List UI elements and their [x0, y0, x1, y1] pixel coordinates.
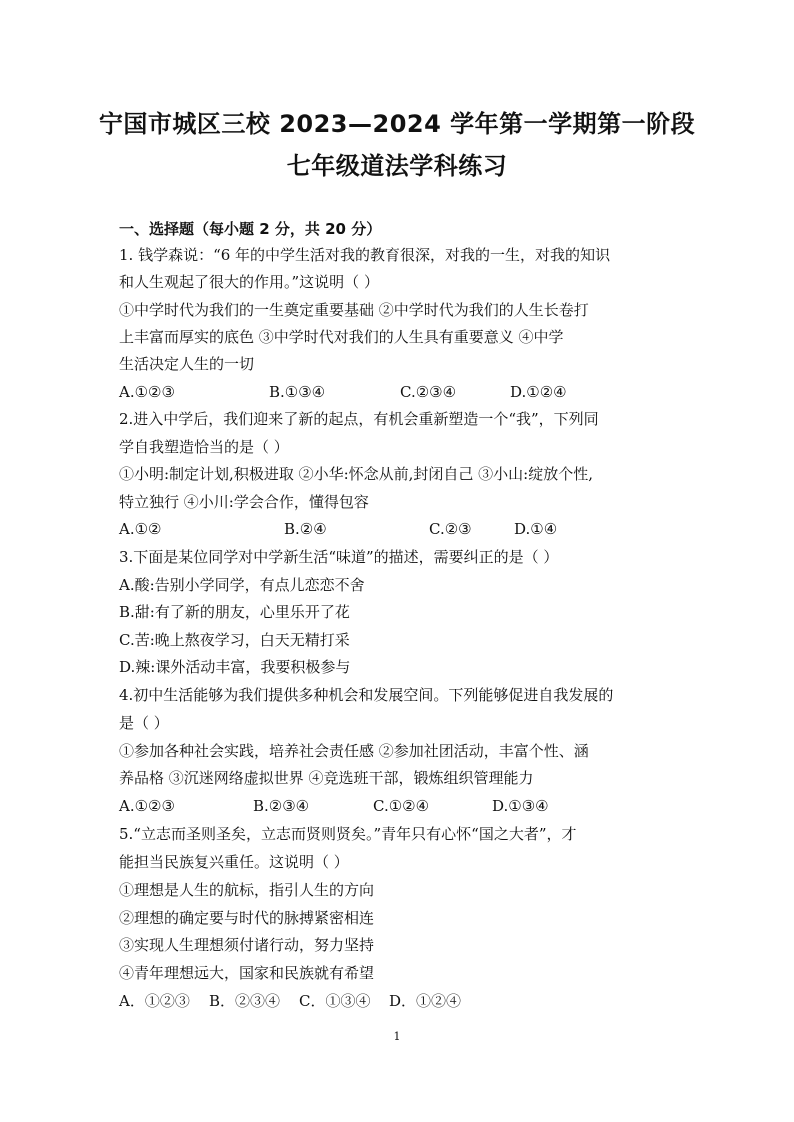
section-heading: 一、选择题（每小题 2 分，共 20 分）	[119, 220, 382, 238]
q3-option-a: A.酸:告别小学同学，有点儿恋恋不舍	[119, 576, 365, 594]
q5-stem-line-1: 5.“立志而圣则圣矣，立志而贤则贤矣。”青年只有心怀“国之大者”，才	[119, 825, 577, 843]
q2-statement-line-2: 特立独行 ④小川:学会合作，懂得包容	[119, 493, 369, 511]
q1-option-b: B.①③④	[269, 383, 326, 401]
q3-option-d: D.辣:课外活动丰富，我要积极参与	[119, 658, 351, 676]
q5-statement-2: ②理想的确定要与时代的脉搏紧密相连	[119, 909, 375, 927]
q4-option-c: C.①②④	[373, 797, 430, 815]
page-number: 1	[393, 1030, 401, 1043]
q2-option-c: C.②③	[429, 520, 472, 538]
q2-option-d: D.①④	[514, 520, 558, 538]
q5-statement-1: ①理想是人生的航标，指引人生的方向	[119, 881, 375, 899]
q3-option-c: C.苦:晚上熬夜学习，白天无精打采	[119, 631, 350, 649]
q2-stem-line-2: 学自我塑造恰当的是（ ）	[119, 438, 289, 456]
q4-option-a: A.①②③	[119, 797, 175, 815]
title-line-1: 宁国市城区三校 2023—2024 学年第一学期第一阶段	[98, 110, 696, 138]
q1-option-d: D.①②④	[510, 383, 567, 401]
q2-option-a: A.①②	[119, 520, 162, 538]
q5-option-a: A．①②③	[119, 992, 190, 1010]
q3-option-b: B.甜:有了新的朋友，心里乐开了花	[119, 603, 350, 621]
q1-option-a: A.①②③	[119, 383, 175, 401]
q2-option-b: B.②④	[284, 520, 327, 538]
q5-option-c: C．①③④	[299, 992, 371, 1010]
q4-stem-line-2: 是（ ）	[119, 714, 169, 732]
q5-statement-3: ③实现人生理想须付诸行动，努力坚持	[119, 936, 375, 954]
title-line-2: 七年级道法学科练习	[286, 152, 508, 180]
q1-statement-line-1: ①中学时代为我们的一生奠定重要基础 ②中学时代为我们的人生长卷打	[119, 301, 589, 319]
q1-options	[119, 382, 679, 402]
q4-statement-line-2: 养品格 ③沉迷网络虚拟世界 ④竞选班干部，锻炼组织管理能力	[119, 769, 534, 787]
q3-stem: 3.下面是某位同学对中学新生活“味道”的描述，需要纠正的是（ ）	[119, 548, 559, 566]
q5-option-d: D．①②④	[389, 992, 462, 1010]
q2-statement-line-1: ①小明:制定计划,积极进取 ②小华:怀念从前,封闭自己 ③小山:绽放个性,	[119, 465, 594, 483]
q1-statement-line-3: 生活决定人生的一切	[119, 355, 255, 373]
q1-statement-line-2: 上丰富而厚实的底色 ③中学时代对我们的人生具有重要意义 ④中学	[119, 328, 564, 346]
q2-options	[119, 519, 679, 539]
q4-stem-line-1: 4.初中生活能够为我们提供多种机会和发展空间。下列能够促进自我发展的	[119, 686, 614, 704]
q1-stem-line-1: 1. 钱学森说：“6 年的中学生活对我的教育很深，对我的一生，对我的知识	[119, 246, 611, 264]
q4-option-d: D.①③④	[492, 797, 549, 815]
q5-options	[119, 991, 679, 1011]
q4-options	[119, 796, 679, 816]
q5-stem-line-2: 能担当民族复兴重任。这说明（ ）	[119, 853, 349, 871]
q5-statement-4: ④青年理想远大，国家和民族就有希望	[119, 964, 375, 982]
q1-option-c: C.②③④	[400, 383, 457, 401]
q2-stem-line-1: 2.进入中学后，我们迎来了新的起点，有机会重新塑造一个“我”，下列同	[119, 410, 599, 428]
q5-option-b: B．②③④	[209, 992, 281, 1010]
q4-statement-line-1: ①参加各种社会实践，培养社会责任感 ②参加社团活动，丰富个性、涵	[119, 742, 589, 760]
q1-stem-line-2: 和人生观起了很大的作用。”这说明（ ）	[119, 273, 379, 291]
q4-option-b: B.②③④	[253, 797, 310, 815]
